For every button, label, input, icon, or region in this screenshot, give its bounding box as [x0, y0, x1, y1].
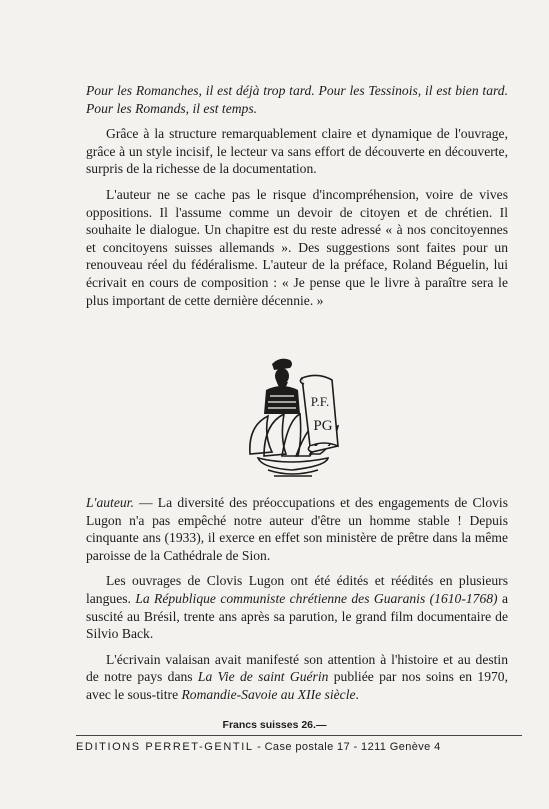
bio-p2-text-b: a suscité au Brésil, trente ans après sa parution, le grand film documentaire de Silvio Back.: [86, 590, 509, 642]
publisher-address: - Case postale 17 - 1211 Genève 4: [253, 741, 441, 753]
bio-paragraph-works: [86, 572, 508, 642]
intro-tagline: Pour les Romanches, il est déjà trop tard. Pour les Tessinois, il est bien tard. Pour les Romands, il est temps.: [86, 83, 508, 116]
publisher-footer: [76, 741, 522, 753]
bio-p3-text-c: .: [355, 686, 359, 702]
bio-paragraph-stable: [86, 494, 508, 564]
bio-p3-text-a: L'écrivain valaisan avait manifesté son attention à l'histoire et au destin de notre pays dans: [86, 651, 508, 685]
author-bio-section: [86, 494, 508, 712]
book-title-guaranis: La République communiste chrétienne des Guaranis (1610-1768): [135, 590, 498, 606]
bio-paragraph-guerin: [86, 651, 508, 704]
book-subtitle: Romandie-Savoie au XIIe siècle: [181, 686, 356, 702]
emblem-letters-pf: P.F.: [310, 394, 330, 409]
intro-paragraph-author-risk: L'auteur ne se cache pas le risque d'incompréhension, voire de vives oppositions. Il l'assume comme un devoir de citoyen et de chrétien. Il souhaite le dialogue. Un chapitre est du reste adressé « à nos concitoyennes et concitoyens suisses allemands ». Des suggestions sont faites pour un renouveau réel du fédéralisme. L'auteur de la préface, Roland Béguelin, lui écrivait en cours de composition : « Je pense que le livre à paraître sera le plus important de cette dernière décennie. »: [86, 186, 508, 308]
emblem-letters-pg: PG: [313, 418, 333, 434]
price-label: Francs suisses 26.—: [222, 719, 327, 731]
footer-divider: [76, 735, 522, 736]
book-title-guerin: La Vie de saint Guérin: [197, 669, 329, 685]
bio-p3-text-b: publiée par nos soins en 1970, avec le sous-titre: [86, 669, 508, 702]
bio-lead: L'auteur.: [86, 495, 134, 510]
publisher-emblem-icon: [228, 354, 352, 482]
publisher-name: EDITIONS PERRET-GENTIL: [76, 741, 254, 753]
bio-p2-text-a: Les ouvrages de Clovis Lugon ont été édités et réédités en plusieurs langues.: [86, 573, 508, 606]
intro-paragraph-structure: Grâce à la structure remarquablement claire et dynamique de l'ouvrage, grâce à un style incisif, le lecteur va sans effort de découverte en découverte, surpris de la richesse de la documentation.: [86, 126, 508, 177]
bio-p1-text: — La diversité des préoccupations et des engagements de Clovis Lugon n'a pas empêché notre auteur d'être un homme stable ! Depuis cinquante ans (1933), il exerce en effet son ministère de prêtre dans la même paroisse de la Cathédrale de Sion.: [86, 495, 508, 563]
intro-section: [86, 82, 508, 317]
